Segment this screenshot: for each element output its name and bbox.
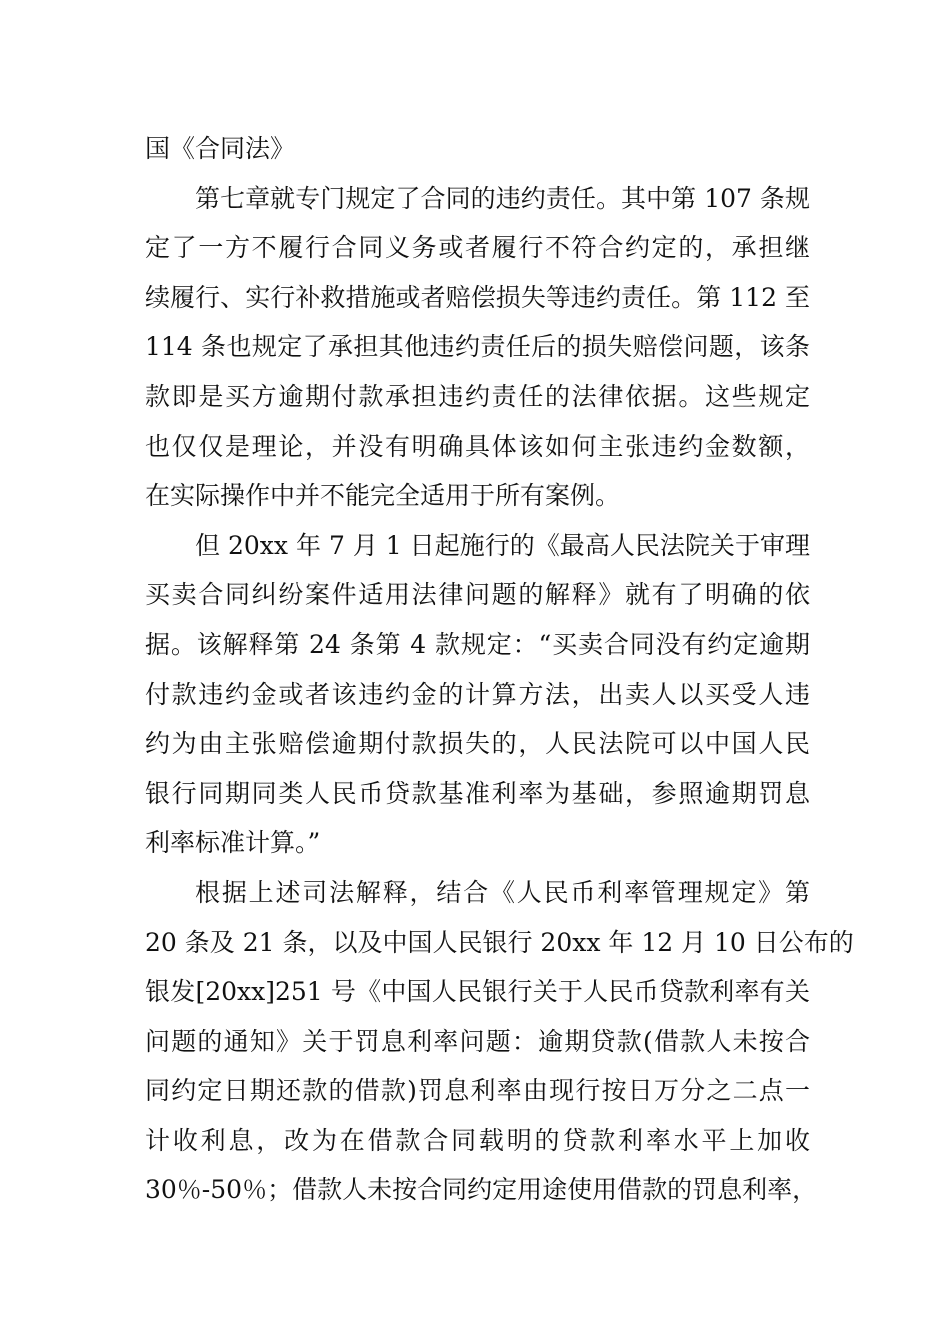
text-line: 30％-50％；借款人未按合同约定用途使用借款的罚息利率， (145, 1175, 818, 1205)
text-line: 银行同期同类人民币贷款基准利率为基础，参照逾期罚息 (145, 778, 810, 808)
text-line: 续履行、实行补救措施或者赔偿损失等违约责任。第 112 至 (145, 282, 810, 312)
text-line: 买卖合同纠纷案件适用法律问题的解释》就有了明确的依 (145, 580, 810, 610)
text-line: 第七章就专门规定了合同的违约责任。其中第 107 条规 (195, 183, 810, 213)
text-line: 付款违约金或者该违约金的计算方法，出卖人以买受人违 (145, 679, 810, 709)
text-line: 根据上述司法解释，结合《人民币利率管理规定》第 (195, 877, 810, 907)
text-line: 问题的通知》关于罚息利率问题：逾期贷款(借款人未按合 (145, 1026, 810, 1056)
text-line: 定了一方不履行合同义务或者履行不符合约定的，承担继 (145, 233, 810, 263)
body-text (145, 124, 854, 1215)
text-line: 利率标准计算。” (145, 828, 321, 858)
text-line: 也仅仅是理论，并没有明确具体该如何主张违约金数额， (145, 431, 810, 461)
text-line: 20 条及 21 条，以及中国人民银行 20xx 年 12 月 10 日公布的 (145, 927, 854, 957)
text-line: 约为由主张赔偿逾期付款损失的，人民法院可以中国人民 (145, 729, 810, 759)
text-line: 银发[20xx]251 号《中国人民银行关于人民币贷款利率有关 (145, 977, 810, 1007)
text-line: 114 条也规定了承担其他违约责任后的损失赔偿问题，该条 (145, 332, 810, 362)
text-line: 计收利息，改为在借款合同载明的贷款利率水平上加收 (145, 1125, 810, 1155)
text-line: 在实际操作中并不能完全适用于所有案例。 (145, 481, 621, 511)
text-line: 国《合同法》 (145, 134, 296, 163)
text-line: 据。该解释第 24 条第 4 款规定：“买卖合同没有约定逾期 (145, 629, 810, 659)
text-line: 款即是买方逾期付款承担违约责任的法律依据。这些规定 (145, 381, 810, 411)
text-line: 但 20xx 年 7 月 1 日起施行的《最高人民法院关于审理 (195, 530, 810, 560)
text-line: 同约定日期还款的借款)罚息利率由现行按日万分之二点一 (145, 1076, 810, 1106)
